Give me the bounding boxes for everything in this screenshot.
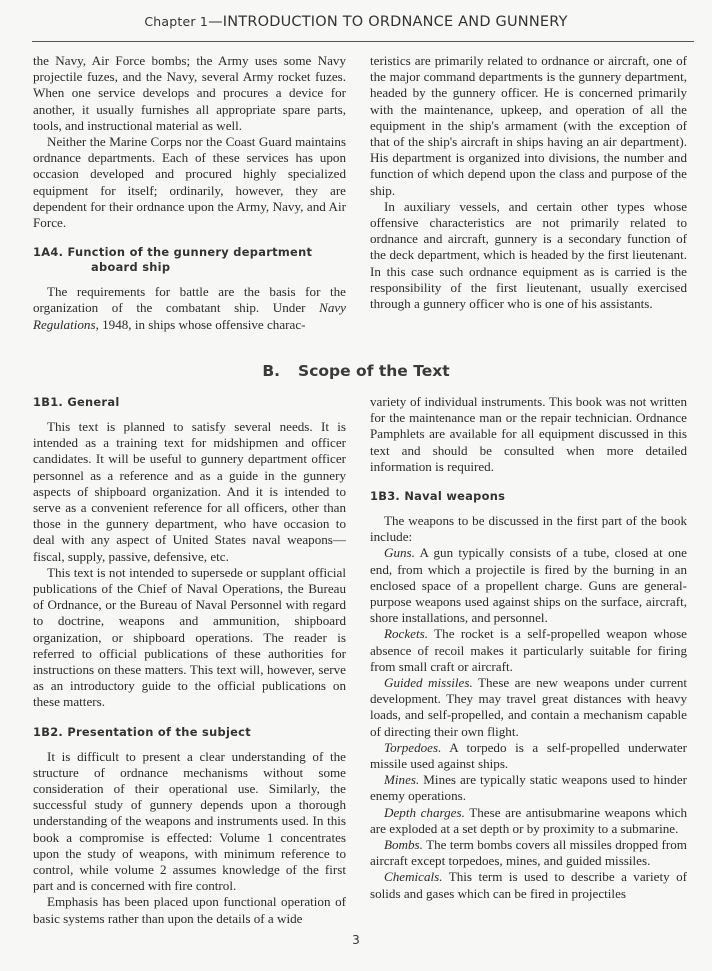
weapon-entry [370,675,687,740]
top-left-column [33,53,346,333]
bottom-right-column [370,394,687,902]
paragraph: Emphasis has been placed upon functional operation of basic systems rather than upon the details of a wide [33,894,346,926]
running-head [0,14,712,30]
weapon-term: Torpedoes. [384,739,442,755]
weapon-entry [370,869,687,901]
weapon-term: Guns. [384,545,415,561]
paragraph: This text is not intended to supersede or supplant official publications of the Chief of Naval Operations, the Bureau of Ordnance, or the Bureau of Naval Personnel with regard to doctrine, weapons and ammunition, shipboard organization, or shipboard operations. The reader is referred to official publications of these authorities for instructions on these matters. This text will, however, serve as an introductory guide to the official publications on these matters. [33,564,346,710]
italic-title: Navy Regulations [33,300,346,332]
weapon-description: These are new weapons under current development. They may travel great distances with heavy loads, and self-propelled, and contain a mechanism capable of directing their own flight. [370,675,688,739]
weapon-term: Depth charges. [384,804,465,820]
weapon-description: This term is used to describe a variety of solids and gases which can be fired in projectiles [370,869,687,901]
section-heading-1b3: 1B3. Naval weapons [370,489,506,504]
section-title-text: Scope of the Text [298,362,450,380]
paragraph: Neither the Marine Corps nor the Coast Guard maintains ordnance departments. Each of these services has upon occasion developed and procured highly specialized equipment for itself; ordinarily, however, they are dependent for their ordnance upon the Army, Navy, and Air Force. [33,134,346,231]
section-title [0,362,712,380]
weapon-term: Guided missiles. [384,675,473,691]
section-heading-1b1: 1B1. General [33,395,120,409]
weapon-entry [370,805,687,837]
paragraph: In auxiliary vessels, and certain other types whose offensive characteristics are not primarily related to ordnance and aircraft, gunnery is a secondary function of the deck department, which is headed by the first lieutenant. In this case such ordnance equipment as is carried is the responsibility of the first lieutenant, usually exercised through a gunnery officer who is one of his assistants. [370,198,687,312]
weapon-entry [370,772,687,804]
header-rule [32,41,694,42]
chapter-title: INTRODUCTION TO ORDNANCE AND GUNNERY [222,14,568,30]
weapon-description: A torpedo is a self-propelled underwater missile used against ships. [370,739,687,772]
bottom-left-column [33,395,346,927]
weapon-description: These are antisubmarine weapons which are exploded at a set depth or by proximity to a submarine. [370,804,688,836]
weapon-description: Mines are typically static weapons used to hinder enemy operations. [370,772,687,804]
weapon-term: Rockets. [384,626,428,642]
weapon-term: Bombs. [384,837,423,853]
weapon-entry [370,626,687,675]
paragraph: variety of individual instruments. This book was not written for the maintenance man or the repair technician. Ordnance Pamphlets are available for all equipment discussed in this text and should be consulted when more detailed information is required. [370,394,687,474]
weapon-term: Mines. [384,772,420,788]
page-number: 3 [352,933,360,947]
top-right-column [370,53,687,312]
weapon-entry [370,837,687,869]
paragraph [33,284,346,333]
chapter-dash: — [208,14,223,30]
section-letter: B. [262,362,281,380]
section-heading-1b2: 1B2. Presentation of the subject [33,724,251,739]
chapter-label: Chapter 1 [144,14,209,29]
weapon-description: The rocket is a self-propelled weapon whose absence of recoil makes it particularly suitable for firing from small craft or aircraft. [370,626,687,674]
section-heading-1a4: 1A4. Function of the gunnery department aboard ship [33,245,313,275]
paragraph: teristics are primarily related to ordnance or aircraft, one of the major command departments is the gunnery department, headed by the gunnery officer. He is concerned primarily with the maintenance, upkeep, and operation of all the equipment in the ship's armament (with the exception of that of the ship's aircraft in ships having an air department). His department is organized into divisions, the number and function of which depend upon the class and purpose of the ship. [370,53,687,198]
weapon-entry [370,545,687,626]
weapon-entry [370,740,687,772]
text-run: The requirements for battle are the basis for the organization of the combatant ship. Under [33,284,346,316]
weapon-description: A gun typically consists of a tube, closed at one end, from which a projectile is fired by the burning in an enclosed space of a propellent charge. Guns are general-purpose weapons used against ships on the surface, aircraft, shore installations, and personnel. [370,545,687,626]
text-run: , 1948, in ships whose offensive charac- [95,316,306,332]
paragraph: the Navy, Air Force bombs; the Army uses some Navy projectile fuzes, and the Navy, several Army rocket fuzes. When one service develops and procures a device for another, it usually furnishes all appropriate spare parts, tools, and instructional material as well. [33,53,346,133]
paragraph: This text is planned to satisfy several needs. It is intended as a training text for midshipmen and officer candidates. It will be useful to gunnery department officer personnel as a reference and as a guide in the gunnery aspects of shipboard organization. And it is intended to serve as a convenient reference for all officers, other than those in the gunnery department, who have occasion to deal with any aspect of United States naval weapons—fiscal, supply, passive, defensive, etc. [33,419,346,564]
paragraph: It is difficult to present a clear understanding of the structure of ordnance mechanisms without some consideration of their operational use. Similarly, the successful study of gunnery depends upon a thorough understanding of the weapons and instruments used. In this book a compromise is effected: Volume 1 concentrates upon the study of weapons, with minimum reference to control, while volume 2 assumes knowledge of the first part and is concerned with fire control. [33,748,346,894]
weapon-term: Chemicals. [384,869,443,885]
weapon-description: The term bombs covers all missiles dropped from aircraft except torpedoes, mines, and guided missiles. [370,837,687,869]
paragraph: The weapons to be discussed in the first part of the book include: [370,513,687,545]
